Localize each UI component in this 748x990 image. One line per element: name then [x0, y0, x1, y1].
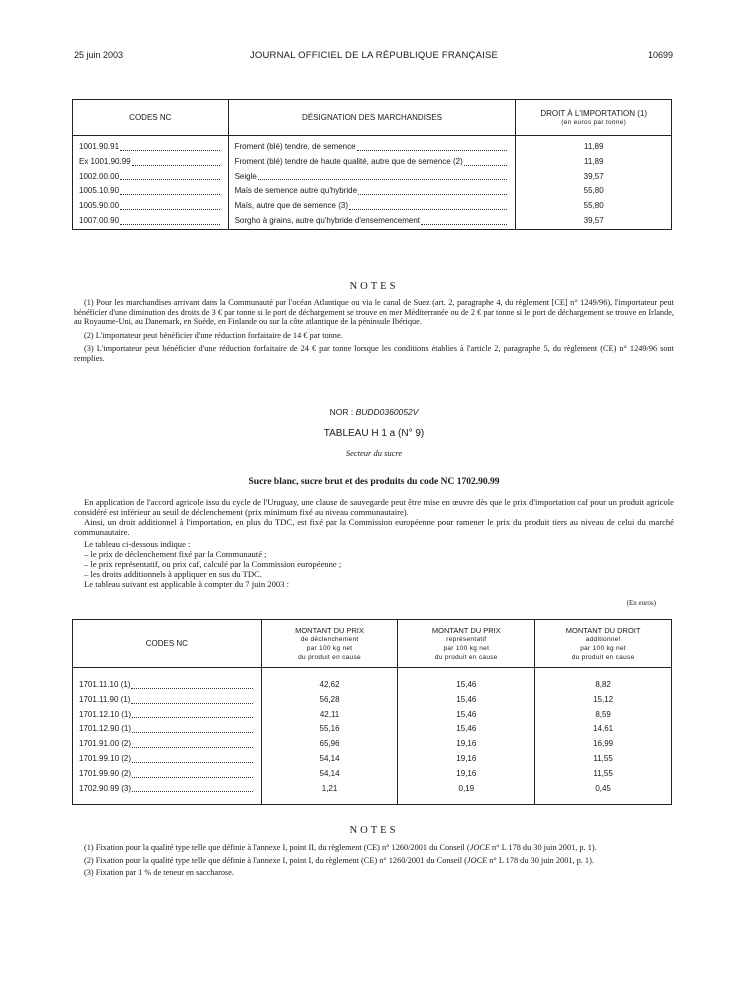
header-main: MONTANT DU PRIX: [295, 625, 364, 635]
code-cell-wrap: [79, 170, 222, 185]
designation-cell-wrap: [235, 199, 510, 214]
code-cell: [73, 184, 229, 199]
designation-cell-text: Maïs, autre que de semence (3): [234, 201, 348, 211]
intro-text: [74, 497, 674, 589]
note-item: [74, 868, 674, 878]
list-item: – les droits additionnels à appliquer en sus du TDC.: [84, 569, 262, 579]
dot-leader: [132, 717, 253, 718]
note-text: (1) Fixation pour la qualité type telle que définie à l'annexe I, point II, du règlement (CE) n° 1260/2001 du Conseil (: [84, 843, 470, 852]
table-row: [73, 214, 672, 229]
duty-value-cell: 55,80: [516, 184, 672, 199]
designation-cell-text: Seigle: [234, 171, 257, 181]
dot-leader: [120, 179, 220, 180]
code-cell-text: 1701.12.10 (1): [79, 709, 132, 719]
duty-value-cell: 55,80: [516, 199, 672, 214]
table-row: [73, 199, 672, 214]
code-cell: [73, 170, 229, 185]
dot-leader: [132, 762, 253, 763]
designation-cell-text: Froment (blé) tendre, de semence: [234, 142, 356, 151]
droit-header-label: DROIT À L'IMPORTATION (1): [540, 108, 648, 118]
dot-leader: [258, 179, 508, 180]
trigger-price-cell: 42,11: [261, 708, 398, 723]
section-heading: Sucre blanc, sucre brut et des produits du code NC 1702.90.99: [248, 477, 500, 487]
code-cell-wrap: [79, 155, 222, 170]
header-title: JOURNAL OFFICIEL DE LA RÉPUBLIQUE FRANÇAISE: [249, 50, 499, 61]
additional-duty-cell: 11,55: [535, 767, 672, 782]
dot-leader: [120, 150, 220, 151]
intro-paragraph: En application de l'accord agricole issu du cycle de l'Uruguay, une clause de sauvegarde peut être mise en œuvre dès que le prix d'importation caf pour un produit agricole considéré est inférieur au seuil de déclenchement (prix minimum fixé au niveau communautaire).: [74, 497, 674, 517]
code-cell-text: 1702.90.99 (3): [79, 783, 132, 793]
code-cell: [73, 199, 229, 214]
trigger-price-cell: 54,14: [261, 767, 398, 782]
column-header-prix-declenchement: [261, 620, 398, 668]
table-row: [73, 136, 672, 155]
import-duty-table: [72, 99, 672, 230]
note-item: (1) Pour les marchandises arrivant dans la Communauté par l'océan Atlantique ou via le canal de Suez (art. 2, paragraphe 4, du règlement [CE] n° 1249/96), l'importateur peut bénéficier d'une diminution des droits de 3 € par tonne si le port de déchargement se trouve en mer Méditerranée ou de 2 € par tonne si le port de déchargement se trouve en Irlande, au Royaume-Uni, au Danemark, en Suède, en Finlande ou sur la côte atlantique de la péninsule Ibérique.: [74, 298, 674, 327]
code-cell: [73, 136, 229, 155]
trigger-price-cell: 42,62: [261, 668, 398, 693]
code-cell-text: 1002.00.00: [79, 171, 120, 181]
journal-abbrev: JOCE: [469, 843, 490, 852]
note-text: (3) Fixation par 1 % de teneur en saccharose.: [84, 868, 234, 878]
designation-cell-wrap: [235, 155, 510, 170]
designation-cell-text: Froment (blé) tendre de haute qualité, autre que de semence (2): [234, 156, 463, 166]
nor-code: BUDD0360052V: [355, 407, 419, 417]
representative-price-cell: 0,19: [398, 782, 535, 805]
code-cell: [73, 767, 262, 782]
code-cell-wrap: [79, 214, 222, 229]
dot-leader: [358, 194, 507, 195]
designation-cell-wrap: [235, 214, 510, 229]
designation-cell: [228, 170, 516, 185]
indicator-list: [74, 549, 674, 579]
dot-leader: [120, 224, 220, 225]
code-cell-wrap: [79, 752, 255, 767]
designation-cell-text: Maïs de semence autre qu'hybride: [234, 186, 358, 196]
representative-price-cell: 19,16: [398, 737, 535, 752]
sugar-price-table: [72, 619, 672, 805]
code-cell: [73, 737, 262, 752]
code-cell-text: 1005.10.90: [79, 186, 120, 196]
import-duty-table-body: [73, 136, 672, 230]
code-cell-wrap: [79, 737, 255, 752]
table-row: [73, 170, 672, 185]
droit-header-unit: (en euros par tonne): [561, 118, 627, 126]
additional-duty-cell: 0,45: [535, 782, 672, 805]
duty-value-cell: 39,57: [516, 214, 672, 229]
code-cell: [73, 668, 262, 693]
note-text-end: n° L 178 du 30 juin 2001, p. 1).: [489, 843, 597, 852]
code-cell-text: 1701.11.90 (1): [79, 694, 131, 704]
table-row: [73, 722, 672, 737]
sugar-price-table-body: [73, 668, 672, 805]
note-text: (2) Fixation pour la qualité type telle que définie à l'annexe I, point I, du règlement (CE) n° 1260/2001 du Conseil (: [84, 855, 467, 865]
note-item: (3) L'importateur peut bénéficier d'une réduction forfaitaire de 24 € par tonne lorsque les conditions établies à l'article 2, paragraphe 5, du règlement (CE) n° 1249/96 sont remplies.: [74, 344, 674, 363]
trigger-price-cell: 65,96: [261, 737, 398, 752]
code-cell-wrap: [79, 184, 222, 199]
dot-leader: [464, 165, 508, 166]
dot-leader: [131, 703, 252, 704]
code-cell: [73, 782, 262, 805]
tableau-title: TABLEAU H 1 a (N° 9): [323, 428, 425, 439]
designation-cell: [228, 155, 516, 170]
duty-value-cell: 11,89: [516, 136, 672, 155]
column-header-prix-representatif: [398, 620, 535, 668]
header-sub: représentatif par 100 kg net du produit en cause: [434, 635, 498, 661]
header-sub: de déclenchement par 100 kg net du produit en cause: [298, 635, 361, 661]
dot-leader: [349, 209, 507, 210]
header-page-number: 10699: [647, 50, 673, 60]
column-header-droit-additionnel: [535, 620, 672, 668]
note-item: (2) L'importateur peut bénéficier d'une réduction forfaitaire de 14 € par tonne.: [84, 330, 343, 340]
dot-leader: [132, 747, 253, 748]
designation-cell-text: Sorgho à grains, autre qu'hybride d'ensemencement: [234, 215, 420, 225]
header-sub: additionnel par 100 kg net du produit en cause: [571, 635, 635, 661]
code-cell-text: 1701.99.90 (2): [79, 768, 132, 778]
code-cell-text: 1701.99.10 (2): [79, 753, 132, 763]
header-date: 25 juin 2003: [74, 50, 124, 60]
additional-duty-cell: 16,99: [535, 737, 672, 752]
code-cell-text: 1001.90.91: [79, 142, 120, 151]
duty-value-cell: 39,57: [516, 170, 672, 185]
list-item: – le prix représentatif, ou prix caf, calculé par la Commission européenne ;: [84, 559, 342, 569]
list-intro: Le tableau ci-dessous indique :: [84, 539, 191, 549]
applicability-statement: Le tableau suivant est applicable à compter du 7 juin 2003 :: [84, 579, 289, 589]
note-item: [74, 843, 674, 853]
list-item: – le prix de déclenchement fixé par la Communauté ;: [84, 549, 267, 559]
table-row: [73, 737, 672, 752]
dot-leader: [120, 209, 220, 210]
representative-price-cell: 19,16: [398, 767, 535, 782]
representative-price-cell: 15,46: [398, 693, 535, 708]
code-cell-wrap: [79, 782, 255, 797]
code-cell-wrap: [79, 140, 222, 155]
dot-leader: [421, 224, 507, 225]
code-cell-text: 1007.00.90: [79, 215, 120, 225]
table-row: [73, 693, 672, 708]
code-cell-text: 1701.11.10 (1): [79, 680, 131, 689]
note-text-end: n° L 178 du 30 juin 2001, p. 1).: [487, 855, 594, 865]
dot-leader: [120, 194, 220, 195]
additional-duty-cell: 14,61: [535, 722, 672, 737]
designation-cell: [228, 184, 516, 199]
representative-price-cell: 19,16: [398, 752, 535, 767]
column-header-codes-nc: CODES NC: [73, 620, 262, 668]
additional-duty-cell: 15,12: [535, 693, 672, 708]
table-row: [73, 708, 672, 723]
designation-cell: [228, 199, 516, 214]
table-row: [73, 155, 672, 170]
duty-value-cell: 11,89: [516, 155, 672, 170]
nor-label: NOR :: [329, 407, 354, 417]
dot-leader: [132, 165, 220, 166]
header-main: MONTANT DU DROIT: [565, 625, 641, 635]
additional-duty-cell: 8,59: [535, 708, 672, 723]
table-row: [73, 668, 672, 693]
additional-duty-cell: 11,55: [535, 752, 672, 767]
notes-block: [74, 298, 674, 368]
table-row: [73, 752, 672, 767]
dot-leader: [357, 150, 508, 151]
table-row: [73, 767, 672, 782]
table-row: [73, 782, 672, 805]
dot-leader: [131, 688, 252, 689]
code-cell-wrap: [79, 678, 255, 693]
code-cell: [73, 708, 262, 723]
code-cell-wrap: [79, 708, 255, 723]
code-cell: [73, 722, 262, 737]
code-cell: [73, 155, 229, 170]
dot-leader: [132, 791, 253, 792]
nor-reference: [0, 407, 748, 417]
notes-block-2: [74, 843, 674, 881]
code-cell-wrap: [79, 767, 255, 782]
designation-cell: [228, 214, 516, 229]
notes-title: NOTES: [349, 281, 399, 292]
code-cell: [73, 214, 229, 229]
designation-cell-wrap: [235, 170, 510, 185]
designation-cell-wrap: [235, 184, 510, 199]
code-cell: [73, 693, 262, 708]
trigger-price-cell: 55,16: [261, 722, 398, 737]
code-cell-wrap: [79, 722, 255, 737]
designation-cell-wrap: [235, 140, 510, 155]
intro-paragraph: Ainsi, un droit additionnel à l'importation, en plus du TDC, est fixé par la Commission européenne pour ramener le prix du produit tiers au niveau de celui du marché communautaire.: [74, 517, 674, 537]
code-cell-text: Ex 1001.90.99: [79, 156, 131, 166]
code-cell-text: 1701.91.00 (2): [79, 739, 132, 749]
trigger-price-cell: 54,14: [261, 752, 398, 767]
code-cell: [73, 752, 262, 767]
code-cell-text: 1701.12.90 (1): [79, 724, 132, 734]
code-cell-wrap: [79, 199, 222, 214]
dot-leader: [132, 777, 253, 778]
journal-abbrev: JOCE: [466, 855, 488, 865]
trigger-price-cell: 56,28: [261, 693, 398, 708]
code-cell-wrap: [79, 693, 255, 708]
notes-title-2: NOTES: [349, 825, 399, 836]
note-item: [74, 856, 674, 866]
designation-cell: [228, 136, 516, 155]
column-header-droit: [516, 100, 672, 136]
sector-subtitle: Secteur du sucre: [345, 448, 403, 458]
column-header-designation: DÉSIGNATION DES MARCHANDISES: [228, 100, 516, 136]
representative-price-cell: 15,46: [398, 668, 535, 693]
unit-note: (En euros): [626, 599, 656, 607]
column-header-codes-nc: CODES NC: [73, 100, 229, 136]
additional-duty-cell: 8,82: [535, 668, 672, 693]
header-main: MONTANT DU PRIX: [431, 625, 501, 635]
representative-price-cell: 15,46: [398, 722, 535, 737]
code-cell-text: 1005.90.00: [79, 201, 120, 211]
dot-leader: [132, 732, 253, 733]
trigger-price-cell: 1,21: [261, 782, 398, 805]
representative-price-cell: 15,46: [398, 708, 535, 723]
table-row: [73, 184, 672, 199]
